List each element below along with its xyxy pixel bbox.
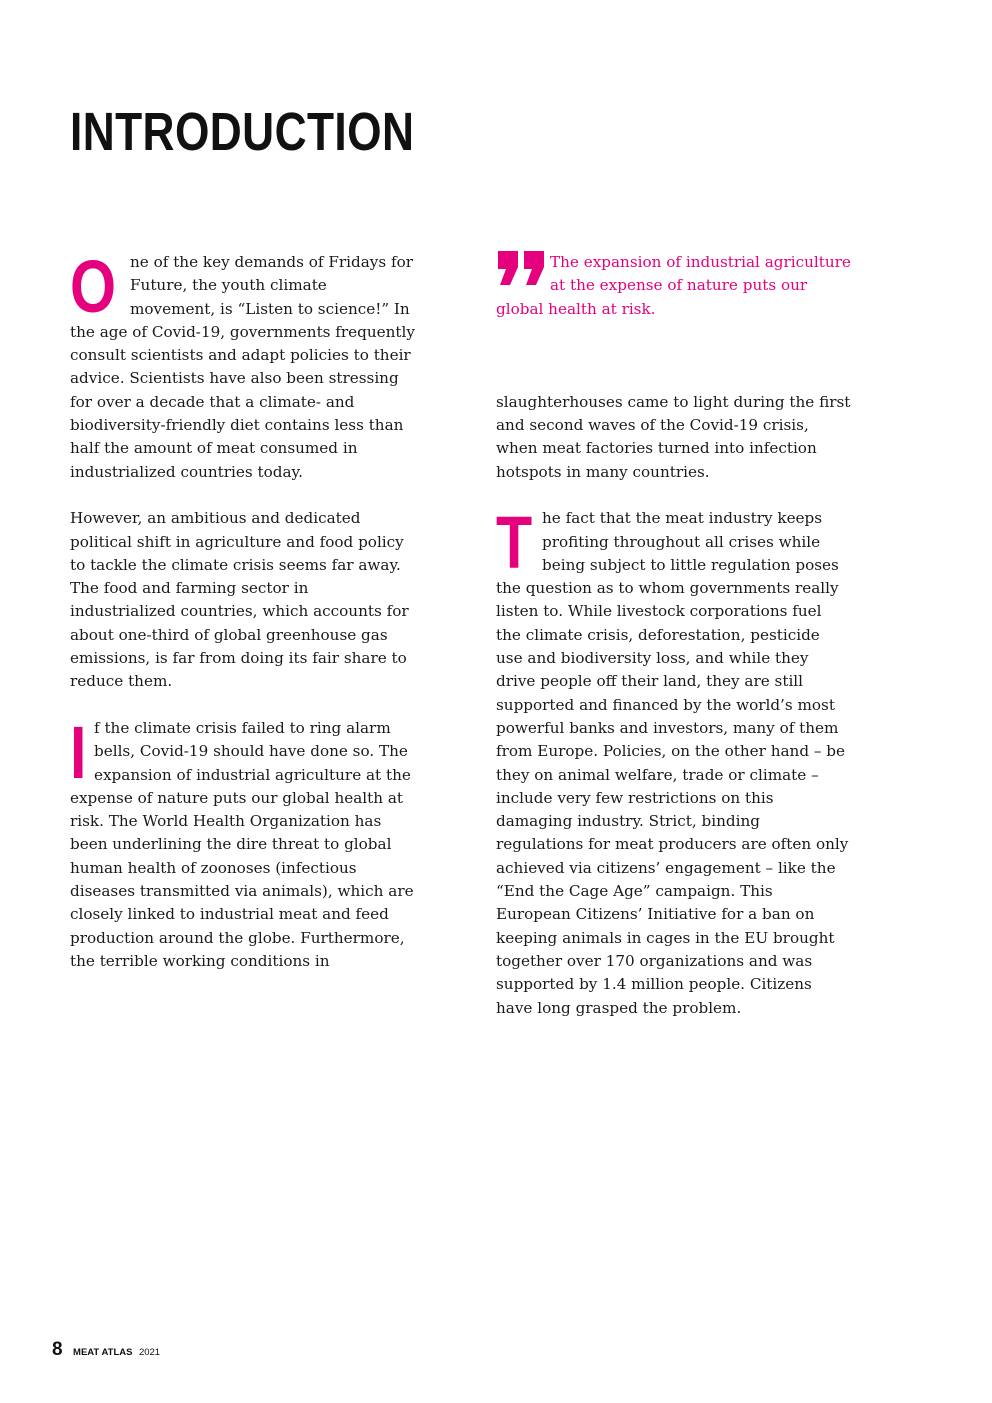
right-column xyxy=(496,251,851,1043)
paragraph-slaughterhouses xyxy=(496,391,851,484)
page-footer xyxy=(52,1339,160,1361)
paragraph-text: ne of the key demands of Fridays for Future, the youth climate movement, is “Listen to science!” In the age of Covid-19, governments frequently consult scientists and adapt policies to their advice. Scientists have also been stressing for over a decade that a climate- and biodiversity-friendly diet contains less than half the amount of meat consumed in industrialized countries today. xyxy=(70,253,415,481)
drop-cap-t: T xyxy=(496,501,533,585)
drop-cap-i: I xyxy=(70,710,87,794)
paragraph-fridays-for-future xyxy=(70,245,415,484)
paragraph-text: he fact that the meat industry keeps profiting throughout all crises while being subject to little regulation poses the question as to whom governments really listen to. While livestock corporations fuel the climate crisis, deforestation, pesticide use and biodiversity loss, and while they drive people off their land, they are still supported and financed by the world’s most powerful banks and investors, many of them from Europe. Policies, on the other hand – be they on animal welfare, trade or climate – include very few restrictions on this damaging industry. Strict, binding regulations for meat producers are often only achieved via citizens’ engagement – like the “End the Cage Age” campaign. This European Citizens’ Initiative for a ban on keeping animals in cages in the EU brought together over 170 organizations and was supported by 1.4 million people. Citizens have long grasped the problem. xyxy=(496,509,849,1017)
paragraph-text: slaughterhouses came to light during the first and second waves of the Covid-19 crisis, when meat factories turned into infection hotspots in many countries. xyxy=(496,392,851,481)
drop-cap-o: O xyxy=(70,245,117,328)
paragraph-text: f the climate crisis failed to ring alarm bells, Covid-19 should have done so. The expansion of industrial agriculture at the expense of nature puts our global health at risk. The World Health Organization has been underlining the dire threat to global human health of zoonoses (infectious diseases transmitted via animals), which are closely linked to industrial meat and feed production around the globe. Furthermore, the terrible working conditions in xyxy=(70,718,414,970)
paragraph-meat-industry xyxy=(496,501,851,1020)
quote-mark-icon xyxy=(496,251,550,287)
spacer xyxy=(496,367,851,390)
paragraph-covid-alarm xyxy=(70,710,415,973)
pull-quote-text: The expansion of industrial agriculture at the expense of nature puts our global health at risk. xyxy=(496,253,851,318)
paragraph-text: However, an ambitious and dedicated political shift in agriculture and food policy to tackle the climate crisis seems far away. The food and farming sector in industrialized countries, which accounts for about one-third of global greenhouse gas emissions, is far from doing its fair share to reduce them. xyxy=(70,509,409,691)
publication-year: 2021 xyxy=(138,1347,161,1358)
page-title: INTRODUCTION xyxy=(70,102,415,162)
left-column xyxy=(70,245,415,997)
paragraph-political-shift xyxy=(70,507,415,693)
publication-name: MEAT ATLAS xyxy=(73,1347,133,1358)
pull-quote xyxy=(496,251,851,321)
page-number: 8 xyxy=(52,1339,63,1360)
